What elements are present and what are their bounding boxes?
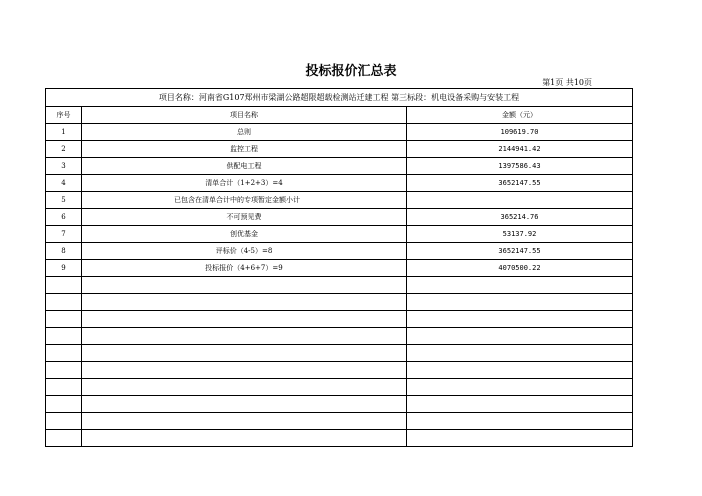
empty-cell — [46, 430, 82, 447]
row-amount: 53137.92 — [407, 226, 633, 243]
row-number: 2 — [46, 141, 82, 158]
table-row — [46, 175, 633, 192]
empty-row — [46, 328, 633, 345]
row-amount: 3652147.55 — [407, 243, 633, 260]
empty-row — [46, 311, 633, 328]
empty-row — [46, 294, 633, 311]
empty-cell — [407, 294, 633, 311]
page-info: 第1页 共10页 — [542, 78, 592, 87]
empty-cell — [46, 345, 82, 362]
empty-cell — [82, 413, 407, 430]
empty-cell — [82, 311, 407, 328]
header-row — [46, 107, 633, 124]
empty-row — [46, 277, 633, 294]
row-number: 7 — [46, 226, 82, 243]
empty-cell — [82, 277, 407, 294]
row-number: 8 — [46, 243, 82, 260]
row-item-name: 投标报价（4+6+7）=9 — [82, 260, 407, 277]
row-amount: 365214.76 — [407, 209, 633, 226]
table-row — [46, 141, 633, 158]
row-number: 1 — [46, 124, 82, 141]
empty-cell — [407, 362, 633, 379]
empty-cell — [407, 379, 633, 396]
empty-row — [46, 345, 633, 362]
summary-table — [45, 88, 633, 447]
empty-row — [46, 396, 633, 413]
empty-cell — [407, 328, 633, 345]
row-item-name: 监控工程 — [82, 141, 407, 158]
empty-cell — [82, 345, 407, 362]
empty-cell — [46, 294, 82, 311]
project-name-cell: 项目名称：河南省G107郑州市梁湖公路超限超载检测站迁建工程 第三标段：机电设备采购与安装工程 — [46, 89, 633, 107]
empty-row — [46, 430, 633, 447]
empty-cell — [46, 311, 82, 328]
row-item-name: 供配电工程 — [82, 158, 407, 175]
row-item-name: 总则 — [82, 124, 407, 141]
table-row — [46, 243, 633, 260]
empty-cell — [407, 413, 633, 430]
table-row — [46, 260, 633, 277]
empty-cell — [82, 294, 407, 311]
page-title: 投标报价汇总表 — [305, 64, 397, 79]
empty-cell — [82, 379, 407, 396]
header-amount: 金额（元） — [407, 107, 633, 124]
row-number: 5 — [46, 192, 82, 209]
row-number: 6 — [46, 209, 82, 226]
table-row — [46, 124, 633, 141]
table-row — [46, 158, 633, 175]
empty-cell — [46, 413, 82, 430]
empty-cell — [407, 277, 633, 294]
empty-cell — [407, 345, 633, 362]
row-item-name: 不可预见费 — [82, 209, 407, 226]
empty-cell — [82, 362, 407, 379]
row-amount: 3652147.55 — [407, 175, 633, 192]
header-name: 项目名称 — [82, 107, 407, 124]
row-amount: 4070500.22 — [407, 260, 633, 277]
empty-cell — [46, 379, 82, 396]
empty-cell — [407, 430, 633, 447]
empty-row — [46, 413, 633, 430]
row-item-name: 创优基金 — [82, 226, 407, 243]
empty-cell — [407, 396, 633, 413]
empty-cell — [46, 277, 82, 294]
empty-cell — [82, 396, 407, 413]
empty-cell — [46, 362, 82, 379]
row-number: 4 — [46, 175, 82, 192]
row-amount — [407, 192, 633, 209]
row-number: 3 — [46, 158, 82, 175]
project-row — [46, 89, 633, 107]
table-row — [46, 192, 633, 209]
row-amount: 1397586.43 — [407, 158, 633, 175]
empty-cell — [46, 396, 82, 413]
empty-cell — [82, 430, 407, 447]
row-item-name: 清单合计（1+2+3）=4 — [82, 175, 407, 192]
row-item-name: 评标价（4-5）=8 — [82, 243, 407, 260]
header-no: 序号 — [46, 107, 82, 124]
empty-cell — [82, 328, 407, 345]
row-amount: 109619.70 — [407, 124, 633, 141]
empty-row — [46, 379, 633, 396]
row-item-name: 已包含在清单合计中的专项暂定金额小计 — [82, 192, 407, 209]
table-row — [46, 226, 633, 243]
row-amount: 2144941.42 — [407, 141, 633, 158]
row-number: 9 — [46, 260, 82, 277]
empty-cell — [407, 311, 633, 328]
table-row — [46, 209, 633, 226]
empty-cell — [46, 328, 82, 345]
empty-row — [46, 362, 633, 379]
